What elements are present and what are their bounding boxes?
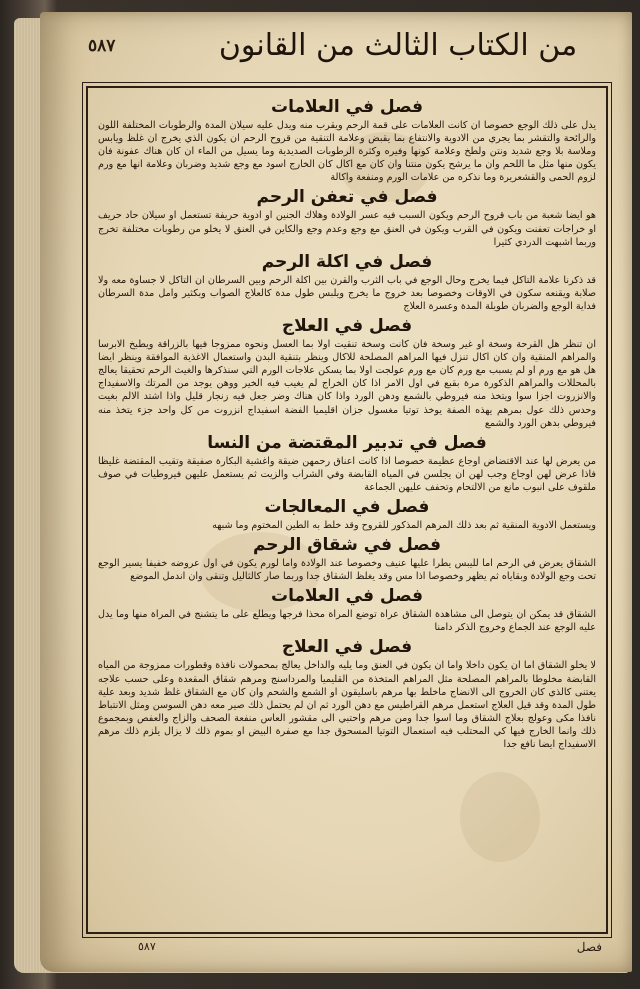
text-block — [94, 94, 600, 926]
section-body: ويستعمل الادوية المنقية ثم بعد ذلك المرهم المذكور للقروح وقد خلط به الطين المختوم وما شبهه — [212, 519, 596, 531]
section-body: لا يخلو الشقاق اما ان يكون داخلا واما ان يكون في العنق وما يليه والداخل يعالج بمحمولات نافذة وقطورات ممزوجة من المياه القابضة مخلوطا بالمراهم المصلحة مثل المراهم المتخذة من القليميا والمرداسنج ومرهم شقاق المقعدة وعلى حسب علاجه يعتنى كالذي كان الخروج الى الانضاج ماخلط بها مرهم باسليقون او الشمع والشحم وان كان مع الشقاق غلظ شديد وبعد علية طول المدة وقد قيل العلاج استعمل مرهم القراطيس مع دهن الورد ثم ان لم يحتمل ذلك صير معه دهن السوسن ومثل الانتباط نافذا مكى وعولج بعلاج الشقاق وما اسوا جدا ومن مرهم واحتبي الى مقشور العاس منفعة الصحف والزاج والعفص وبمجموع ذلك وانما الخارج فيها كي المحتلب فيه استعمال التوتيا المسحوق جدا مع صفرة البيض او بموم ذلك لا يزال يلزم ذلك مرهم الاسفيداج ايضا نافع جدا — [98, 660, 596, 750]
section-heading: فصل في العلامات — [271, 586, 423, 607]
catchword: فصل — [576, 940, 602, 954]
section-body: هو ايضا شعبة من باب قروح الرحم ويكون السبب فيه عسر الولادة وهلاك الجنين او ادوية حريفة تستعمل او سيلان حاد حريف او خراجات تعفنت ويكون في القرب ويكون في العنق مع وجع وعدم وجع والكاين في العنق لا يخلو من رطوبات مختلفة تخرج وربما اشبهت الدردي كثيرا — [98, 210, 596, 248]
section — [94, 187, 600, 248]
section-body: الشقاق يعرض في الرحم اما لليبس يطرا عليها عنيف وخصوصا عند الولادة واما لورم يكون في اول عروضه خفيفا يسير الوجع تحت وجع الولادة وبقاياه ثم يظهر وخصوصا اذا مس وقد يغلظ الشقاق جدا وربما صار كالثاليل وتنقى وان اندمل الموضع — [98, 558, 596, 583]
section — [94, 97, 600, 184]
section — [94, 637, 600, 751]
section — [94, 535, 600, 583]
section-heading: فصل في المعالجات — [264, 496, 430, 517]
section — [94, 586, 600, 634]
section — [94, 316, 600, 430]
section-heading: فصل في اكلة الرحم — [261, 251, 433, 272]
section-heading: فصل في تعفن الرحم — [256, 187, 438, 208]
page-number: ٥٨٧ — [88, 36, 116, 56]
section-body: الشقاق قد يمكن ان يتوصل الى مشاهدة الشقاق عراة توضع المراة محذا فرجها ويطلع على ما يتشنج في المراة منها وما يدل عليه الوجع عند الجماع وخروج الذكر دامنا — [98, 609, 596, 634]
section-heading: فصل في العلامات — [271, 97, 423, 117]
section-heading: فصل في شقاق الرحم — [252, 535, 442, 556]
text-frame — [86, 86, 608, 934]
page-number-bottom: ٥٨٧ — [138, 940, 156, 953]
page-footer — [88, 940, 608, 962]
section — [94, 252, 600, 313]
section-body: ان تنظر هل القرحة وسخة او غير وسخة فان كانت وسخة تنقيت اولا بما العسل ونحوه ممزوجا فيها بالزراقة ويطبخ الابرسا والمراهم المنقية وان كان اكال تنزل فيها المراهم المصلحة للاكال وينظر بتنقية البدن واستعمال الاغذية الموافقة وينظر ايضا هل هو مع ورم او لم يسبب مع ورم كان مع ورم عولجت اولا بما يسكن علاجات الورم التي سنذكرها والغيث الرحم تحقيقا يعالج بالمحللات والمراهم الذكورة مرة بقبع في اول الامر اذا كان الخراج لم يغيب فيه الخير ووهن يوجد من المرتك والاسفيداج والانزروت اجزا سوا ويتخذ منه فيروطي بالشمع ودهن الورد واذا كان هناك وضر جعل فيه زنجار قليل واذا اشتد الالم بغيت وحدس ذلك عول بمرهم يهذه الصفة يوخذ توتيا مغسول جزان اقليميا الفضة اسفيداج انزروت من كل واحد جزء يتخذ منه فيروطي بدهن الورد والشمع — [98, 339, 596, 429]
section-heading: فصل في تدبير المقتضة من النسا — [207, 432, 487, 453]
section — [94, 497, 600, 532]
section — [94, 433, 600, 494]
section-heading: فصل في العلاج — [281, 637, 413, 658]
running-title: من الكتاب الثالث من القانون — [218, 28, 578, 63]
section-heading: فصل في العلاج — [281, 316, 413, 337]
section-body: يدل على ذلك الوجع خصوصا ان كانت العلامات على قمة الرحم ويقرب منه ويدل عليه سيلان المدة والرطوبات المختلفة اللون والرائحة والتقشر بما يجري من الادوية والانتفاع بما يقبض وعلامة التنقية من قروح الرحم ان يكون الذي يخرج ان غلظ ويابس وملاسة بلا وجع شديد ونتن ولطخ وعلامة كونها وفيره وكثرة الرطوبات الصديدية وما يسيل من الماء ان كان هناك عفونة فان يكون منها مثل ما اللحم وان ما يرشح يكون منتنا وان كان مع اكال كان الخارج اسود مع وجع شديد وضربان وعلامة انها مع ورم لزوم الحمى والقشعريرة وما نذكره من علامات الورم ومنفعة واكالة — [98, 120, 596, 184]
page-header — [88, 28, 608, 84]
section-body: من يعرض لها عند الاقتضاض اوجاع عظيمة خصوصا اذا كانت اعناق رحمهن ضيقة واغشية البكارة صفيقة وتقيب المقتضة غليظا فاذا عرض لهن اوجاع وجب لهن ان يجلسن في المياه القابضة وفي الشراب والزيت ثم يستعمل عليهن فيروطيات في صوف ملقوف على انبوب مانع من الالتحام وتحفف عليهن الجماعة — [98, 455, 596, 493]
section-body: قد ذكرنا علامة التاكل فيما يخرج وحال الوجع في باب الثرب والقرن بين اكلة الرحم وبين السرطان ان التاكل لا جساوة معه ولا صلابة ويقنعه سكون في الاوقات وخصوصا بعد خروج ما يخرج ويلبس طول مدة كالعلاج الصواب وبكثير وامل مدة السرطان فداية الوجع والضربان طويلة المدة وعسرة العلاج — [98, 274, 596, 312]
